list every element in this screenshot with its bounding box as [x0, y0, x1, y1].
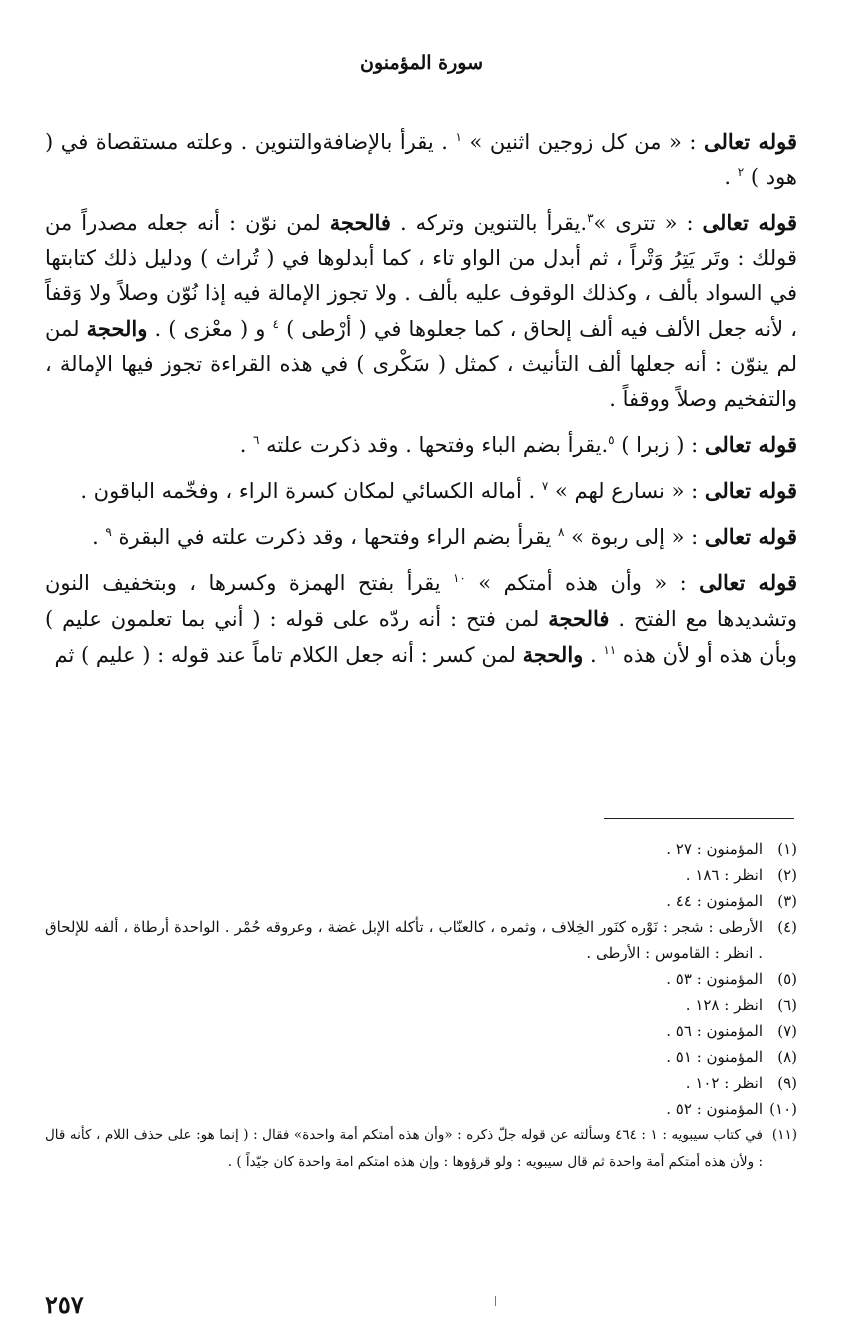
footnote-number: (٣): [777, 892, 797, 910]
footnote-number: (١): [777, 840, 797, 858]
footnote: [45, 836, 797, 862]
footnote-number: (١٠): [769, 1100, 797, 1118]
footnote-text: في كتاب سيبويه : ١ : ٤٦٤ وسألته عن قوله جلّ ذكره : «وأن هذه أمتكم أمة واحدة» فقال : ( إنما هو: على حذف اللام ، كأنه قال : ولأن هذه أمتكم أمة واحدة ثم قال سيبويه : ولو قرؤوها : وإن هذه امتكم امة واحدة كان جيّداً ) .: [45, 1127, 764, 1170]
text-run: .: [583, 643, 604, 667]
footnote-text: انظر : ١٢٨ .: [685, 996, 763, 1014]
text-run: . يقرأ بالإضافةوالتنوين . وعلته مستقصاة في ( هود ): [45, 130, 797, 189]
footnote-ref: ٨: [558, 525, 565, 539]
footnote-ref: ٧: [541, 479, 549, 493]
footnote: [45, 1044, 797, 1070]
footnote-text: انظر : ١٠٢ .: [685, 1074, 763, 1092]
footnote: [45, 992, 797, 1018]
text-run: يقرأ بضم الراء وفتحها ، وقد ذكرت علته في البقرة: [111, 525, 558, 549]
text-run: . أماله الكسائي لمكان كسرة الراء ، وفخّمه الباقون .: [80, 479, 542, 503]
verse-label: قوله تعالى: [704, 432, 797, 457]
text-run: .: [239, 433, 254, 457]
footnote: [45, 888, 797, 914]
paragraph: [45, 473, 797, 509]
text-run: .يقرأ بضم الباء وفتحها . وقد ذكرت علته: [259, 433, 609, 457]
footnote-ref: ١١: [603, 643, 617, 657]
footnote-text: المؤمنون : ٤٤ .: [666, 892, 763, 910]
running-header: سورة المؤمنون: [359, 52, 484, 74]
bold-term: والحجة: [522, 642, 584, 667]
text-run: : ( زبرا ): [614, 433, 705, 457]
footnote-text: انظر : ١٨٦ .: [685, 866, 763, 884]
footnote: [45, 1122, 797, 1176]
text-run: لمن كسر : أنه جعل الكلام تاماً عند قوله : ( عليم ) ثم: [54, 643, 523, 667]
text-run: لمن لم ينوّن : أنه جعلها ألف التأنيث ، كمثل ( سَكْرى ) في هذه القراءة تجوز فيها الإمالة ، والتفخيم وصلاً ووقفاً .: [45, 317, 797, 411]
footnote-text: المؤمنون : ٥٦ .: [666, 1022, 763, 1040]
paragraph: [45, 565, 797, 673]
verse-label: قوله تعالى: [704, 478, 797, 503]
footnote-text: المؤمنون : ٢٧ .: [666, 840, 763, 858]
footnote-number: (٥): [777, 970, 797, 988]
footnote-ref: ٤: [272, 317, 279, 331]
page-mark: [495, 1296, 496, 1306]
footnote-ref: ٢: [737, 165, 745, 179]
footnote: [45, 1018, 797, 1044]
text-run: يقرأ بفتح الهمزة وكسرها ، وبتخفيف النون وتشديدها مع الفتح .: [45, 571, 797, 631]
verse-label: قوله تعالى: [699, 570, 797, 595]
text-run: : « إلى ربوة »: [564, 525, 705, 549]
bold-term: فالحجة: [548, 606, 610, 631]
footnote-number: (٦): [777, 996, 797, 1014]
text-run: : « وأن هذه أمتكم »: [465, 571, 700, 595]
footnote-number: (٨): [777, 1048, 797, 1066]
footnote-number: (٧): [777, 1022, 797, 1040]
footnote: [45, 966, 797, 992]
footnote-ref: ٣: [587, 211, 594, 225]
footnote: [45, 862, 797, 888]
text-run: .: [724, 165, 738, 189]
bold-term: والحجة: [86, 316, 148, 341]
main-text: [45, 124, 797, 683]
text-run: و ( معْزى ) .: [147, 317, 273, 341]
footnote: [45, 1096, 797, 1122]
footnote-separator: [604, 818, 794, 819]
paragraph: [45, 205, 797, 417]
footnote-text: المؤمنون : ٥٢ .: [666, 1100, 763, 1118]
footnote-text: المؤمنون : ٥١ .: [666, 1048, 763, 1066]
footnote-number: (١١): [771, 1127, 797, 1143]
paragraph: [45, 519, 797, 555]
verse-label: قوله تعالى: [702, 210, 797, 235]
footnote-text: المؤمنون : ٥٣ .: [666, 970, 763, 988]
text-run: .يقرأ بالتنوين وتركه .: [390, 211, 588, 235]
footnote-number: (٤): [777, 918, 797, 936]
footnote-ref: ١٠: [452, 571, 466, 585]
footnote-ref: ٩: [105, 525, 112, 539]
text-run: : « من كل زوجين اثنين »: [461, 130, 704, 154]
text-run: : « تترى »: [593, 211, 703, 235]
text-run: لمن نوّن : أنه جعله مصدراً من قولك : وتَر يَتِرُ وَتْراً ، ثم أبدل من الواو تاء ، كما أبدلوها في ( تُراث ) ودليل ذلك كتابتها في السواد بألف ، وكذلك الوقوف عليه بألف . ولا تجوز الإمالة فيه إذا نُوّن وصلاً ولا وَقفاً ، لأنه جعل الألف فيه ألف إلحاق ، كما جعلوها في ( أرْطى ): [45, 211, 797, 341]
text-run: : « نسارع لهم »: [548, 479, 705, 503]
paragraph: [45, 124, 797, 195]
footnote: [45, 1070, 797, 1096]
page-number: ٢٥٧: [45, 1290, 84, 1319]
footnote-number: (٢): [777, 866, 797, 884]
text-run: لمن فتح : أنه ردّه على قوله : ( أني بما تعلمون عليم ) وبأن هذه أو لأن هذه: [45, 607, 797, 667]
footnotes: [45, 836, 797, 1176]
text-run: .: [92, 525, 106, 549]
footnote-text: الأرطى : شجر : نَوْره كنَور الخِلاف ، وثمره ، كالعنّاب ، تأكله الإبل غضة ، وعروقه حُمْر . الواحدة أرطاة ، ألفه للإلحاق . انظر : القاموس : الأرطى .: [45, 918, 763, 962]
footnote-ref: ١: [455, 130, 462, 144]
footnote: [45, 914, 797, 966]
paragraph: [45, 427, 797, 463]
verse-label: قوله تعالى: [704, 129, 797, 154]
bold-term: فالحجة: [329, 210, 391, 235]
footnote-ref: ٦: [253, 433, 260, 447]
verse-label: قوله تعالى: [704, 524, 797, 549]
footnote-number: (٩): [777, 1074, 797, 1092]
footnote-ref: ٥: [608, 433, 615, 447]
